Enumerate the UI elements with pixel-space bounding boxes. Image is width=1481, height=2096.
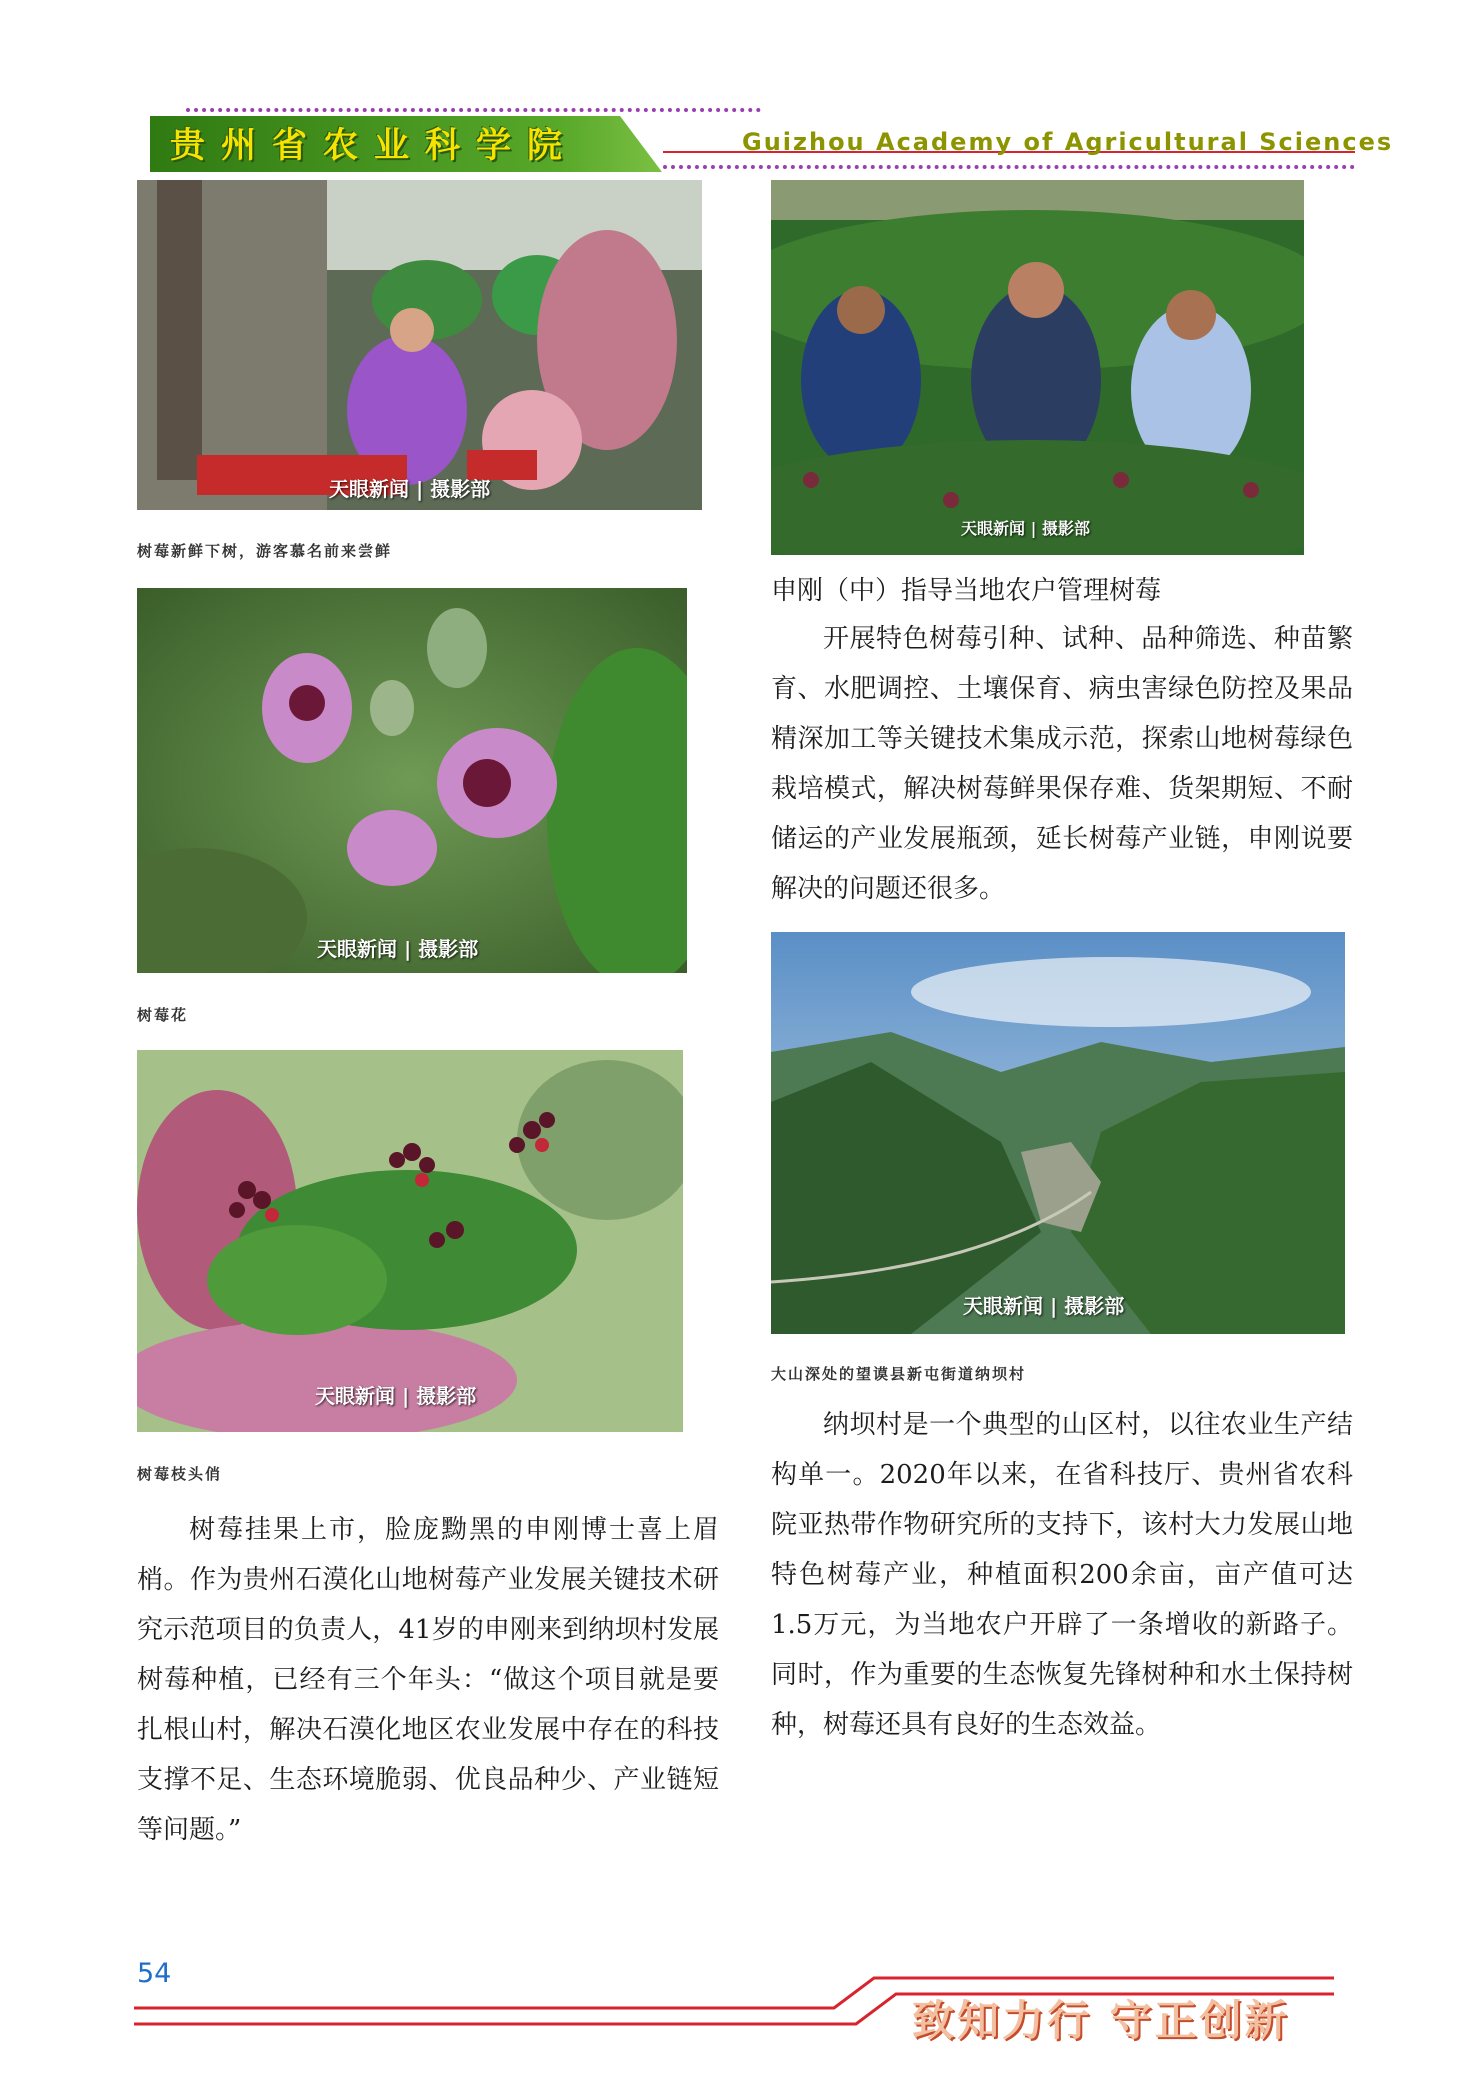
photo-berries [137,1050,683,1432]
caption-berries: 树莓枝头俏 [137,1465,223,1483]
photo-watermark: 天眼新闻 | 摄影部 [317,937,479,961]
header-title-cn: 贵州省农业科学院 [170,126,579,166]
photo-village [771,932,1345,1334]
photo-watermark: 天眼新闻 | 摄影部 [329,477,491,501]
header-dotted-line-top [186,108,761,112]
paragraph-left: 树莓挂果上市，脸庞黝黑的申刚博士喜上眉梢。作为贵州石漠化山地树莓产业发展关键技术研究示范项目的负责人，41岁的申刚来到纳坝村发展树莓种植，已经有三个年头：“做这个项目就是要扎根山村，解决石漠化地区农业发展中存在的科技支撑不足、生态环境脆弱、优良品种少、产业链短等问题。” [137,1515,719,1845]
header-dotted-line-bottom [663,165,1355,169]
header-title-en: Guizhou Academy of Agricultural Sciences [742,128,1394,156]
photo-tourists [137,180,702,510]
caption-shengang: 申刚（中）指导当地农户管理树莓 [771,576,1162,606]
page-number: 54 [137,1958,172,1989]
photo-watermark: 天眼新闻 | 摄影部 [961,519,1090,538]
caption-flower: 树莓花 [137,1006,189,1024]
photo-shengang [771,180,1304,555]
paragraph-right-bottom: 纳坝村是一个典型的山区村，以往农业生产结构单一。2020年以来，在省科技厅、贵州省农科院亚热带作物研究所的支持下，该村大力发展山地特色树莓产业，种植面积200余亩，亩产值可达1.5万元，为当地农户开辟了一条增收的新路子。同时，作为重要的生态恢复先锋树种和水土保持树种，树莓还具有良好的生态效益。 [771,1410,1353,1740]
footer-motto: 致知力行 守正创新 [912,1996,1290,2045]
photo-flower [137,588,687,973]
caption-tourists: 树莓新鲜下树，游客慕名前来尝鲜 [137,542,393,560]
paragraph-right-top: 开展特色树莓引种、试种、品种筛选、种苗繁育、水肥调控、土壤保育、病虫害绿色防控及果品精深加工等关键技术集成示范，探索山地树莓绿色栽培模式，解决树莓鲜果保存难、货架期短、不耐储运的产业发展瓶颈，延长树莓产业链，申刚说要解决的问题还很多。 [771,624,1353,904]
photo-watermark: 天眼新闻 | 摄影部 [315,1384,477,1408]
caption-village: 大山深处的望谟县新屯街道纳坝村 [771,1365,1027,1383]
photo-watermark: 天眼新闻 | 摄影部 [963,1294,1125,1318]
